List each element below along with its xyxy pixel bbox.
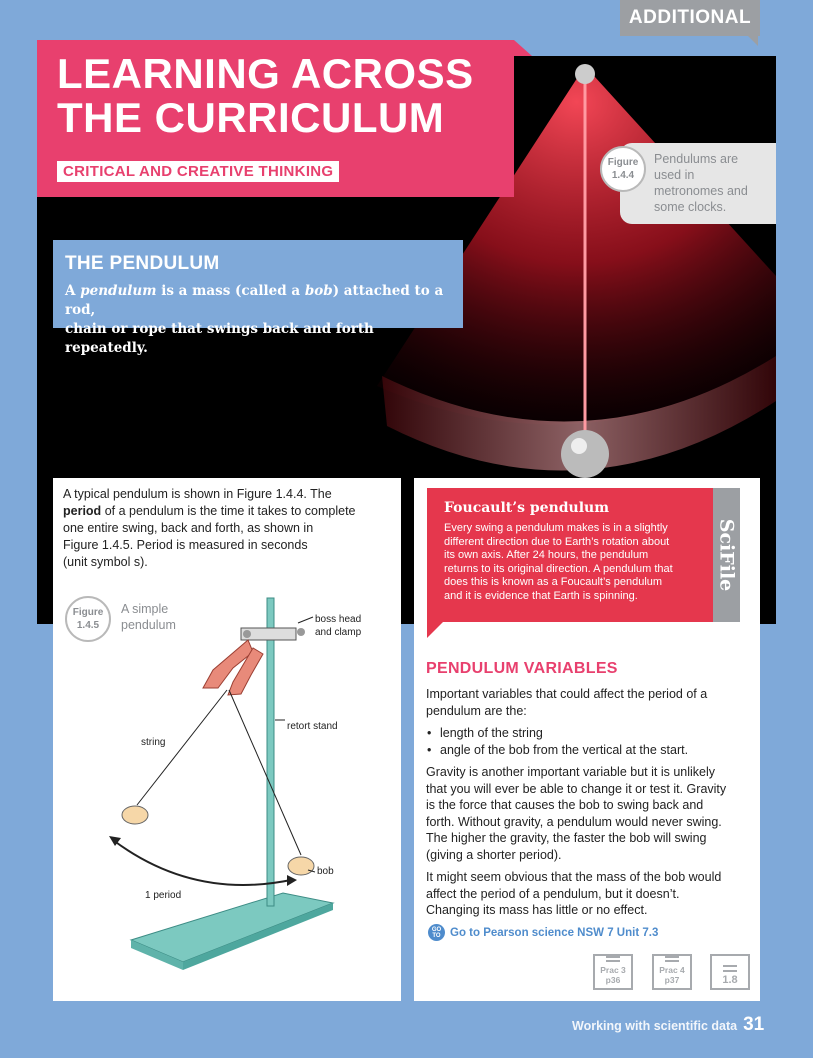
scifile-label: SciFile: [715, 518, 738, 592]
goto-link[interactable]: GO TO Go to Pearson science NSW 7 Unit 7.3: [428, 924, 658, 941]
label-retort-stand: retort stand: [287, 721, 338, 732]
variables-list: [426, 725, 751, 758]
page-number: 31: [743, 1014, 765, 1035]
label-boss-head: boss head: [315, 614, 362, 625]
goto-icon: GO TO: [428, 924, 445, 941]
scifile-notch: [427, 622, 443, 638]
prac4-doc-icon[interactable]: Prac 4 p37: [652, 954, 692, 990]
label-period: 1 period: [145, 890, 182, 901]
worksheet-doc-icon[interactable]: 1.8: [710, 954, 750, 990]
list-item: • length of the string: [440, 725, 751, 742]
pendulum-definition: A pendulum is a mass (called a bob) attached to a rod, chain or rope that swings back and forth repeatedly.: [65, 283, 444, 356]
variables-paragraph-2: Gravity is another important variable but it is unlikely that you will ever be able to change it or test it. Gravity is the force that causes the bob to swing back and forth. Without gravity, a pendulum would never swing. The higher the gravity, the faster the bob will swing (giving a shorter period).: [426, 765, 727, 862]
intro-text: A typical pendulum is shown in Figure 1.4.4. The period of a pendulum is the time it takes to complete one entire swing, back and forth, as shown in Figure 1.4.5. Period is measured in seconds (unit symbol s).: [63, 487, 356, 569]
pendulum-heading: THE PENDULUM: [65, 253, 220, 274]
label-string: string: [141, 737, 166, 748]
list-item: • angle of the bob from the vertical at the start.: [440, 742, 751, 759]
variables-paragraph-1: Important variables that could affect the period of a pendulum are the:: [426, 687, 708, 718]
variables-paragraph-3: It might seem obvious that the mass of the bob would affect the period of a pendulum, but it doesn’t. Changing its mass has little or no effect.: [426, 870, 722, 917]
title-banner-tip: [514, 40, 532, 56]
tab-arrow: [746, 34, 758, 46]
figure-144-badge: Figure 1.4.4: [600, 146, 646, 192]
scifile-text: Every swing a pendulum makes is in a slightly different direction due to Earth’s rotation about its own axis. After 24 hours, the pendulum returns to its original direction. A pendulum that does this is known as a Foucault’s pendulum and it is evidence that Earth is spinning.: [444, 522, 673, 602]
figure-145-badge: Figure 1.4.5: [65, 596, 111, 642]
label-bob: bob: [317, 866, 334, 877]
section-tab: ADDITIONAL: [620, 0, 760, 36]
page-subtitle: CRITICAL AND CREATIVE THINKING: [57, 161, 339, 182]
figure-144-callout: [607, 143, 776, 224]
page-footer: Working with scientific data 31: [572, 1014, 765, 1035]
variables-body: [426, 686, 751, 925]
scifile-title: Foucault’s pendulum: [444, 500, 610, 516]
page-title: LEARNING ACROSS THE CURRICULUM: [57, 50, 474, 141]
figure-144-caption: Pendulums are used in metronomes and some clocks.: [654, 152, 748, 214]
variables-heading: PENDULUM VARIABLES: [426, 660, 618, 677]
prac3-doc-icon[interactable]: Prac 3 p36: [593, 954, 633, 990]
pendulum-diagram: [53, 590, 401, 990]
figure-145-caption: A simple pendulum: [121, 602, 176, 632]
label-and-clamp: and clamp: [315, 627, 362, 638]
